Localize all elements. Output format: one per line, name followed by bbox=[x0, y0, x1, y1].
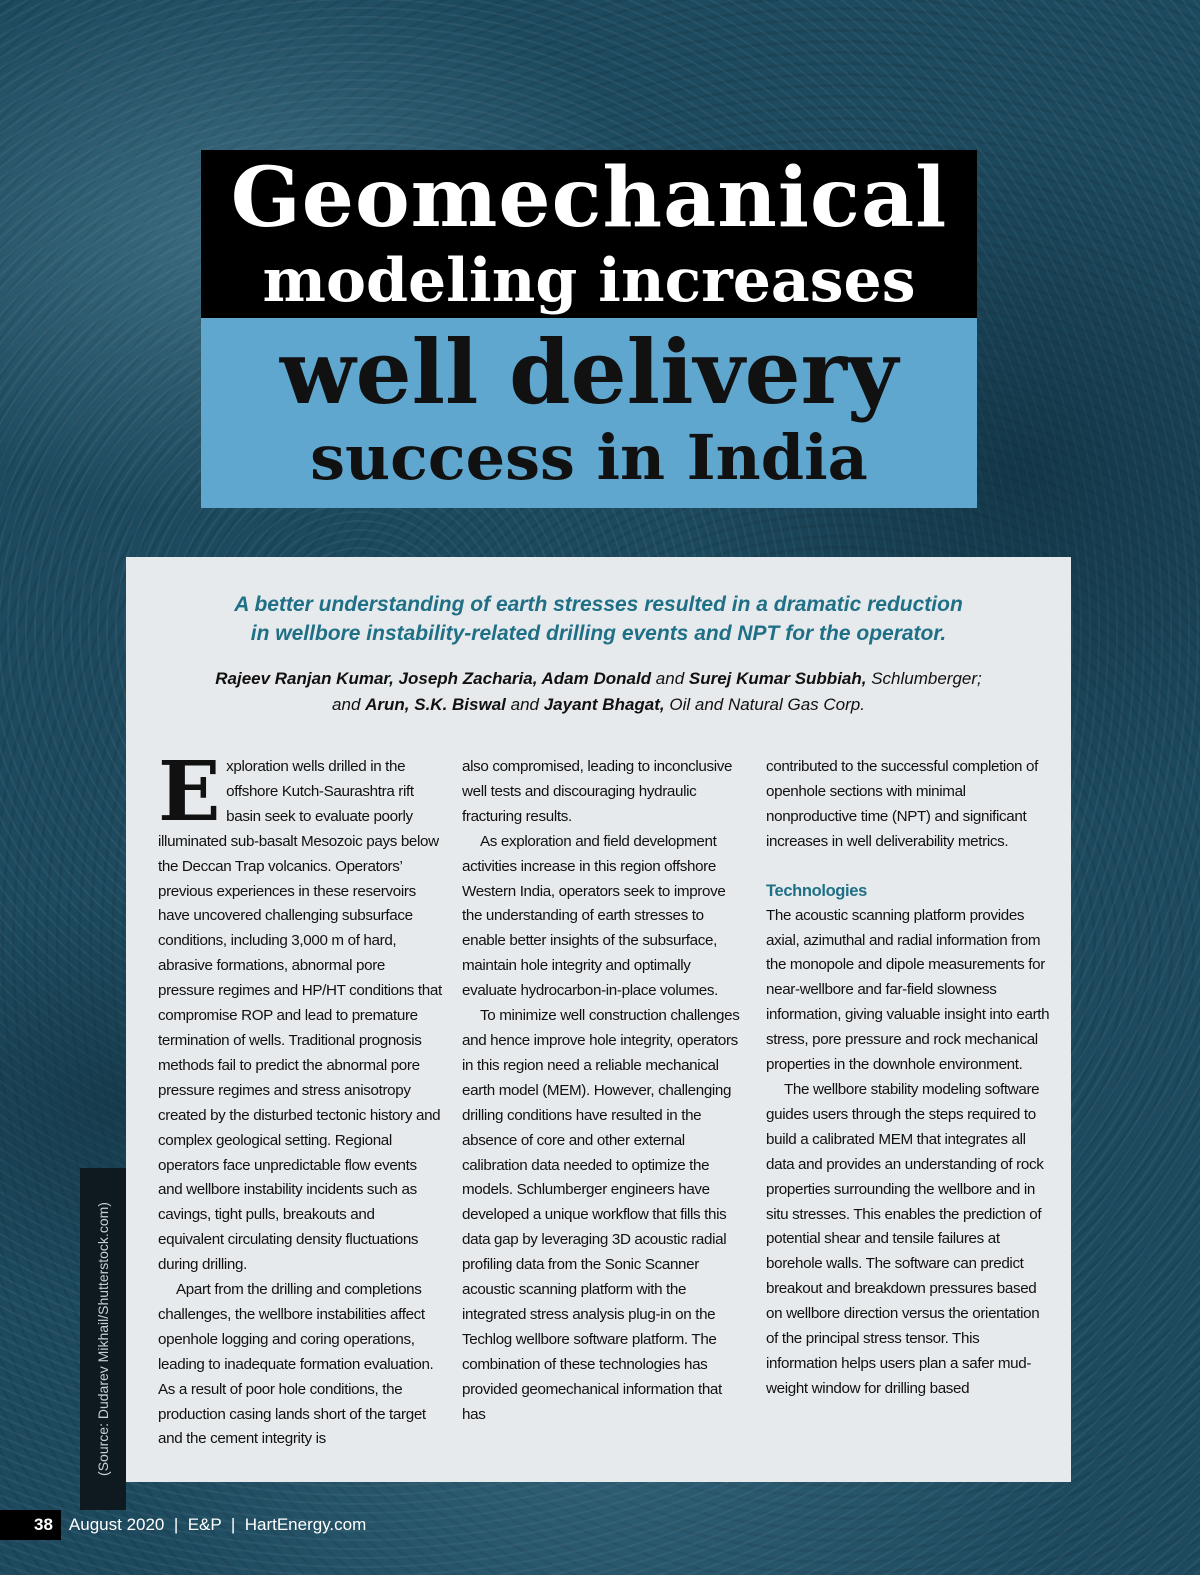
byline-conjunction-2: and bbox=[332, 695, 366, 714]
headline-line-1: Geomechanical bbox=[230, 150, 948, 246]
body-column-2 bbox=[462, 755, 747, 1427]
body-column-1 bbox=[158, 744, 443, 1452]
byline-conjunction-1: and bbox=[651, 669, 689, 688]
body-paragraph: The wellbore stability modeling software guides users through the steps required to build a calibrated MEM that integrates all data and provides an understanding of rock properties surrounding the wellbore and in situ stresses. This enables the prediction of potential shear and tensile failures at borehole walls. The software can predict breakout and breakdown pressures based on wellbore direction versus the orientation of the principal stress tensor. This information helps users plan a safer mud-weight window for drilling based bbox=[766, 1080, 1044, 1397]
deck bbox=[126, 590, 1071, 648]
body-paragraph: As exploration and field development activities increase in this region offshore Western India, operators seek to improve the understanding of earth stresses to enable better insights of the subsurface, maintain hole integrity and optimally evaluate hydrocarbon-in-place volumes. bbox=[462, 832, 726, 1000]
byline-affiliation-1: Schlumberger; bbox=[866, 669, 982, 688]
page-number: 38 bbox=[0, 1510, 61, 1540]
author-names-2: Surej Kumar Subbiah, bbox=[688, 669, 867, 688]
body-paragraph: Apart from the drilling and completions challenges, the wellbore instabilities affect openhole logging and coring operations, leading to inadequate formation evaluation. As a result of poor hole conditions, the production casing lands short of the target and the cement integrity is bbox=[158, 1281, 434, 1448]
footer-text: August 2020 | E&P | HartEnergy.com bbox=[68, 1515, 367, 1534]
body-paragraph: The acoustic scanning platform provides axial, azimuthal and radial information from the monopole and dipole measurements for near-wellbore and far-field slowness information, giving valuable insight into earth stress, pore pressure and rock mechanical properties in the downhole environment. bbox=[766, 906, 1050, 1074]
author-names-1: Rajeev Ranjan Kumar, Joseph Zacharia, Adam Donald bbox=[215, 669, 652, 688]
body-paragraph: also compromised, leading to inconclusive well tests and discouraging hydraulic fracturing results. bbox=[462, 758, 733, 825]
section-subhead: Technologies bbox=[766, 881, 867, 900]
deck-line-2: in wellbore instability-related drilling events and NPT for the operator. bbox=[250, 622, 947, 645]
paragraph-text: xploration wells drilled in the offshore Kutch-Saurashtra rift basin seek to evaluate poorly illuminated sub-basalt Mesozoic pays below the Deccan Trap volcanics. Operators’ previous experiences in these reservoirs have uncovered challenging subsurface conditions, including 3,000 m of hard, abrasive formations, abnormal pore pressure regimes and HP/HT conditions that compromise ROP and lead to premature termination of wells. Traditional prognosis methods fail to predict the abnormal pore pressure regimes and stress anisotropy created by the disturbed tectonic history and complex geological setting. Regional operators face unpredictable flow events and wellbore instability incidents such as cavings, tight pulls, breakouts and equivalent circulating density fluctuations during drilling. bbox=[158, 758, 442, 1274]
headline-line-3: well delivery bbox=[279, 320, 899, 424]
byline-line-1 bbox=[126, 666, 1071, 692]
author-names-4: Jayant Bhagat, bbox=[543, 695, 665, 714]
body-paragraph: To minimize well construction challenges and hence improve hole integrity, operators in this region need a reliable mechanical earth model (MEM). However, challenging drilling conditions have resulted in the absence of core and other external calibration data needed to optimize the models. Schlumberger engineers have developed a unique workflow that fills this data gap by leveraging 3D acoustic radial profiling data from the Sonic Scanner acoustic scanning platform with the integrated stress analysis plug-in on the Techlog wellbore software platform. The combination of these technologies has provided geomechanical information that has bbox=[462, 1007, 740, 1423]
photo-credit: (Source: Dudarev Mikhail/Shutterstock.com) bbox=[95, 1202, 111, 1476]
drop-cap: E bbox=[158, 744, 221, 840]
headline-line-4: success in India bbox=[310, 421, 868, 494]
body-column-3 bbox=[766, 755, 1051, 1402]
author-names-3: Arun, S.K. Biswal bbox=[365, 695, 506, 714]
byline-affiliation-2: Oil and Natural Gas Corp. bbox=[664, 695, 865, 714]
headline-line-2: modeling increases bbox=[262, 246, 916, 316]
byline bbox=[126, 666, 1071, 718]
byline-line-2 bbox=[126, 692, 1071, 718]
page-footer bbox=[0, 1505, 420, 1545]
byline-conjunction-3: and bbox=[505, 695, 544, 714]
body-paragraph: contributed to the successful completion of openhole sections with minimal nonproductive time (NPT) and significant increases in well deliverability metrics. bbox=[766, 758, 1038, 850]
deck-line-1: A better understanding of earth stresses resulted in a dramatic reduction bbox=[234, 593, 963, 616]
body-paragraph bbox=[158, 744, 443, 1278]
